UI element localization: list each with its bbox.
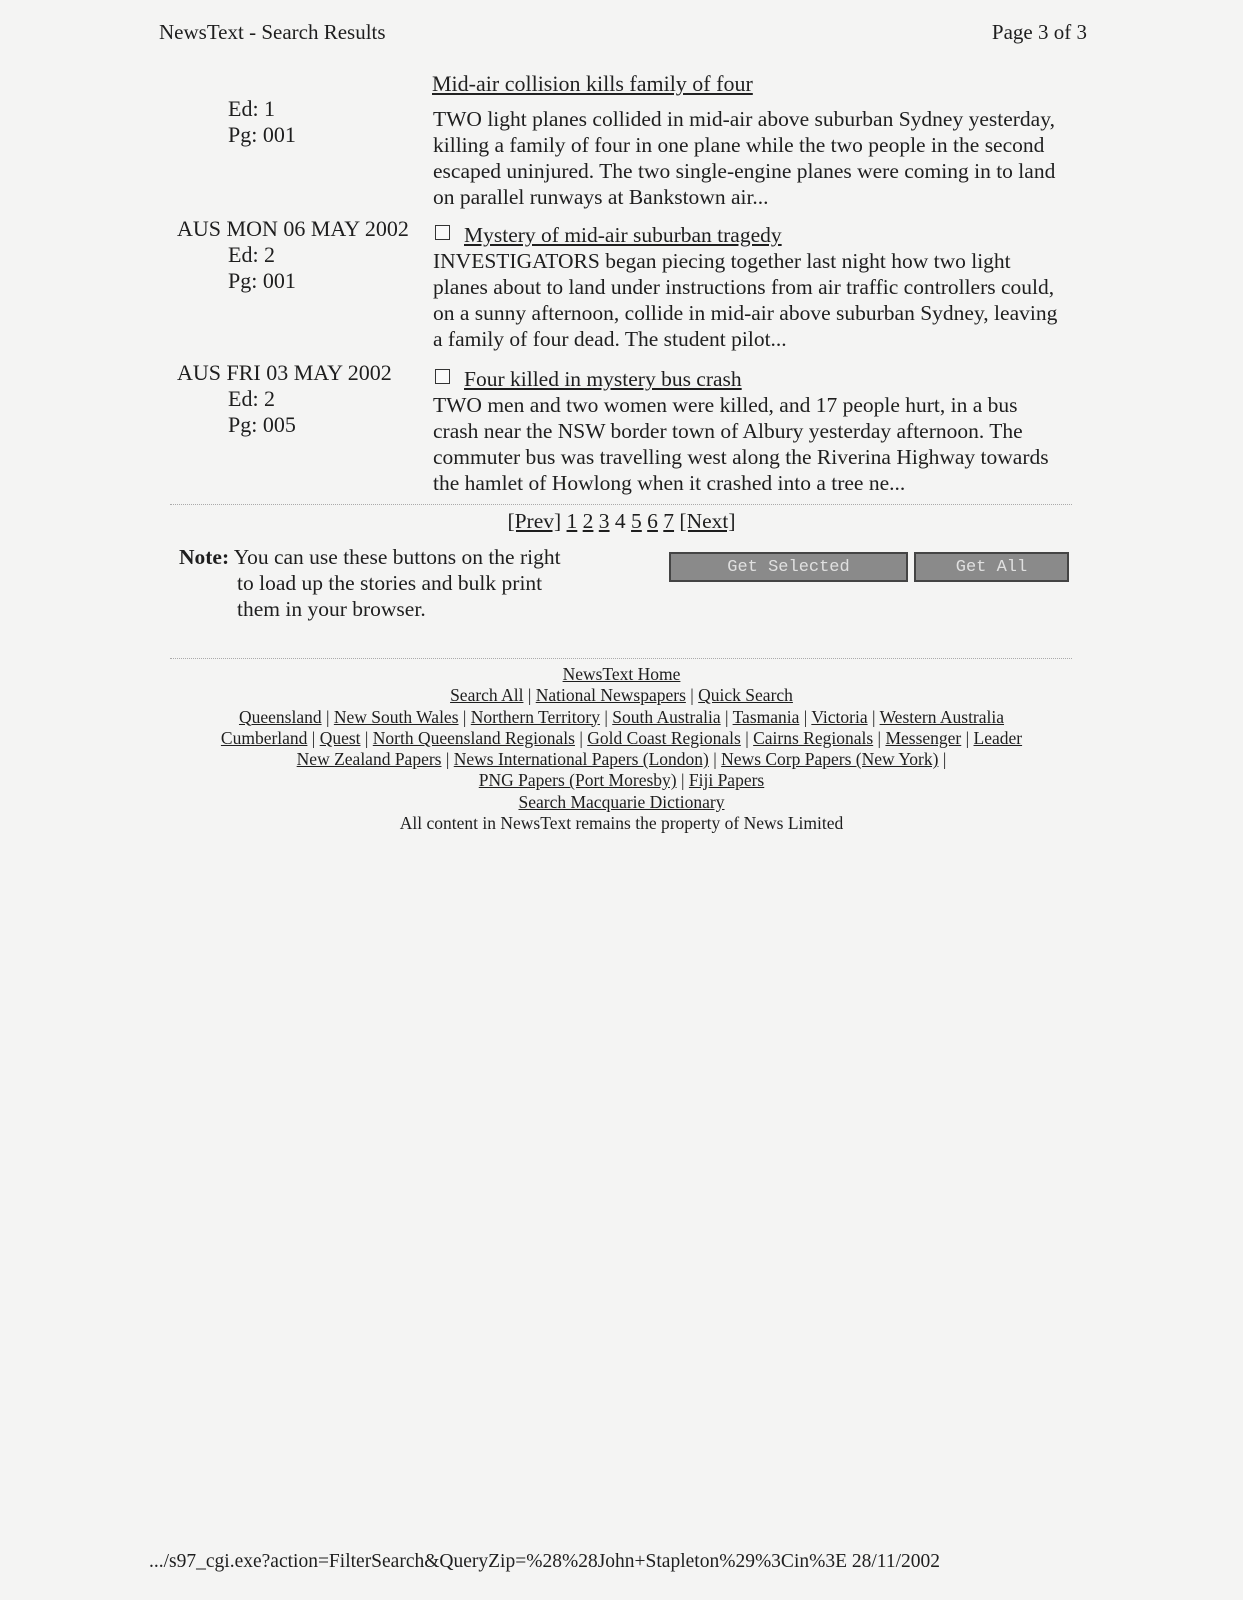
footer-link[interactable]: Gold Coast Regionals — [587, 727, 741, 748]
get-selected-button[interactable]: Get Selected — [669, 552, 908, 582]
copyright-notice: All content in NewsText remains the property of News Limited — [399, 813, 844, 834]
print-url-footer: .../s97_cgi.exe?action=FilterSearch&QueryZip=%28%28John+Stapleton%29%3Cin%3E 28/11/2002 — [149, 1551, 940, 1572]
pagination-current-page: 4 — [614, 509, 626, 533]
footer-link[interactable]: New South Wales — [333, 706, 459, 727]
footer-link[interactable]: Victoria — [811, 706, 868, 727]
result-title-link[interactable]: Mystery of mid-air suburban tragedy — [464, 223, 782, 247]
footer-nav: NewsText Home Search All | National Newspapers | Quick Search Queensland | New South Wales | Northern Territory | South Australia | Tasmania | Victoria | Western Australia Cumberland | Quest | North Queensland Regionals | Gold Coast Regionals | Cairns Regionals | Messenger | Leader New Zealand Papers | News International Papers (London) | News Corp Papers (New York) | PNG Papers (Port Moresby) | Fiji Papers Search Macquarie Dictionary All content in NewsText remains the property of News Limited — [140, 664, 1103, 834]
footer-link[interactable]: Quick Search — [698, 685, 793, 706]
footer-link[interactable]: Cairns Regionals — [753, 727, 874, 748]
cut-off-story-title: Mid-air collision kills family of four — [432, 71, 753, 96]
divider — [170, 504, 1072, 505]
pagination-prev-link[interactable]: [Prev] — [507, 509, 562, 533]
result-page: Pg: 001 — [228, 268, 296, 293]
footer-link[interactable]: News International Papers (London) — [453, 749, 709, 770]
divider — [170, 658, 1072, 659]
footer-link[interactable]: North Queensland Regionals — [372, 727, 575, 748]
footer-link[interactable]: South Australia — [612, 706, 721, 727]
note-text: them in your browser. — [237, 597, 426, 621]
footer-link[interactable]: New Zealand Papers — [296, 749, 442, 770]
footer-link[interactable]: PNG Papers (Port Moresby) — [478, 770, 677, 791]
print-page-number: Page 3 of 3 — [991, 20, 1087, 44]
footer-link[interactable]: Northern Territory — [470, 706, 600, 727]
footer-link[interactable]: Leader — [973, 727, 1023, 748]
bulk-print-note — [179, 544, 629, 622]
select-checkbox[interactable] — [435, 225, 450, 240]
footer-link[interactable]: Search All — [450, 685, 524, 706]
result-summary: INVESTIGATORS began piecing together last night how two light planes about to land under instructions from air traffic controllers could, on a sunny afternoon, collide in mid-air above suburban Sydney, leaving a family of four dead. The student pilot... — [433, 249, 1058, 351]
result-meta — [177, 360, 437, 438]
pagination-page-link[interactable]: 5 — [631, 509, 642, 533]
select-checkbox[interactable] — [435, 369, 450, 384]
get-all-button[interactable]: Get All — [914, 552, 1069, 582]
pagination-page-link[interactable]: 3 — [598, 509, 610, 533]
pagination-page-link[interactable]: 7 — [663, 509, 675, 533]
footer-link[interactable]: National Newspapers — [535, 685, 686, 706]
dictionary-link[interactable]: Search Macquarie Dictionary — [518, 791, 725, 812]
result-body — [433, 360, 1063, 496]
footer-link[interactable]: Messenger — [885, 727, 962, 748]
result-summary: TWO men and two women were killed, and 17 people hurt, in a bus crash near the NSW border town of Albury yesterday afternoon. The commuter bus was travelling west along the Riverina Highway towards the hamlet of Howlong when it crashed into a tree ne... — [433, 393, 1049, 495]
result-page: Pg: 001 — [228, 122, 296, 147]
result-body — [433, 216, 1063, 352]
footer-link[interactable]: Tasmania — [732, 706, 800, 727]
pagination-page-link[interactable]: 1 — [566, 509, 578, 533]
footer-link[interactable]: Fiji Papers — [688, 770, 765, 791]
pagination-page-link[interactable]: 6 — [647, 509, 658, 533]
result-edition: Ed: 2 — [228, 242, 276, 267]
result-meta — [177, 216, 437, 294]
result-date: AUS MON 06 MAY 2002 — [177, 216, 409, 241]
result-meta — [177, 96, 437, 148]
pagination — [0, 509, 1243, 534]
pagination-next-link[interactable]: [Next] — [679, 509, 736, 533]
footer-link[interactable]: Quest — [319, 727, 361, 748]
result-date: AUS FRI 03 MAY 2002 — [177, 360, 392, 385]
footer-link[interactable]: Cumberland — [220, 727, 308, 748]
footer-home-link[interactable]: NewsText Home — [562, 664, 681, 684]
result-edition: Ed: 1 — [228, 96, 276, 121]
footer-link[interactable]: Western Australia — [879, 706, 1005, 727]
result-body — [433, 106, 1063, 210]
result-title-link[interactable]: Four killed in mystery bus crash — [464, 367, 742, 391]
note-label: Note: — [179, 545, 230, 569]
print-header-title: NewsText - Search Results — [159, 20, 386, 44]
result-page: Pg: 005 — [228, 412, 296, 437]
pagination-page-link[interactable]: 2 — [582, 509, 594, 533]
note-text: You can use these buttons on the right — [233, 545, 561, 569]
result-summary: TWO light planes collided in mid-air above suburban Sydney yesterday, killing a family of four in one plane while the two people in the second escaped uninjured. The two single-engine planes were coming in to land on parallel runways at Bankstown air... — [433, 107, 1056, 209]
result-edition: Ed: 2 — [228, 386, 276, 411]
footer-link[interactable]: News Corp Papers (New York) — [721, 749, 939, 770]
footer-link[interactable]: Queensland — [238, 706, 322, 727]
note-text: to load up the stories and bulk print — [237, 571, 543, 595]
